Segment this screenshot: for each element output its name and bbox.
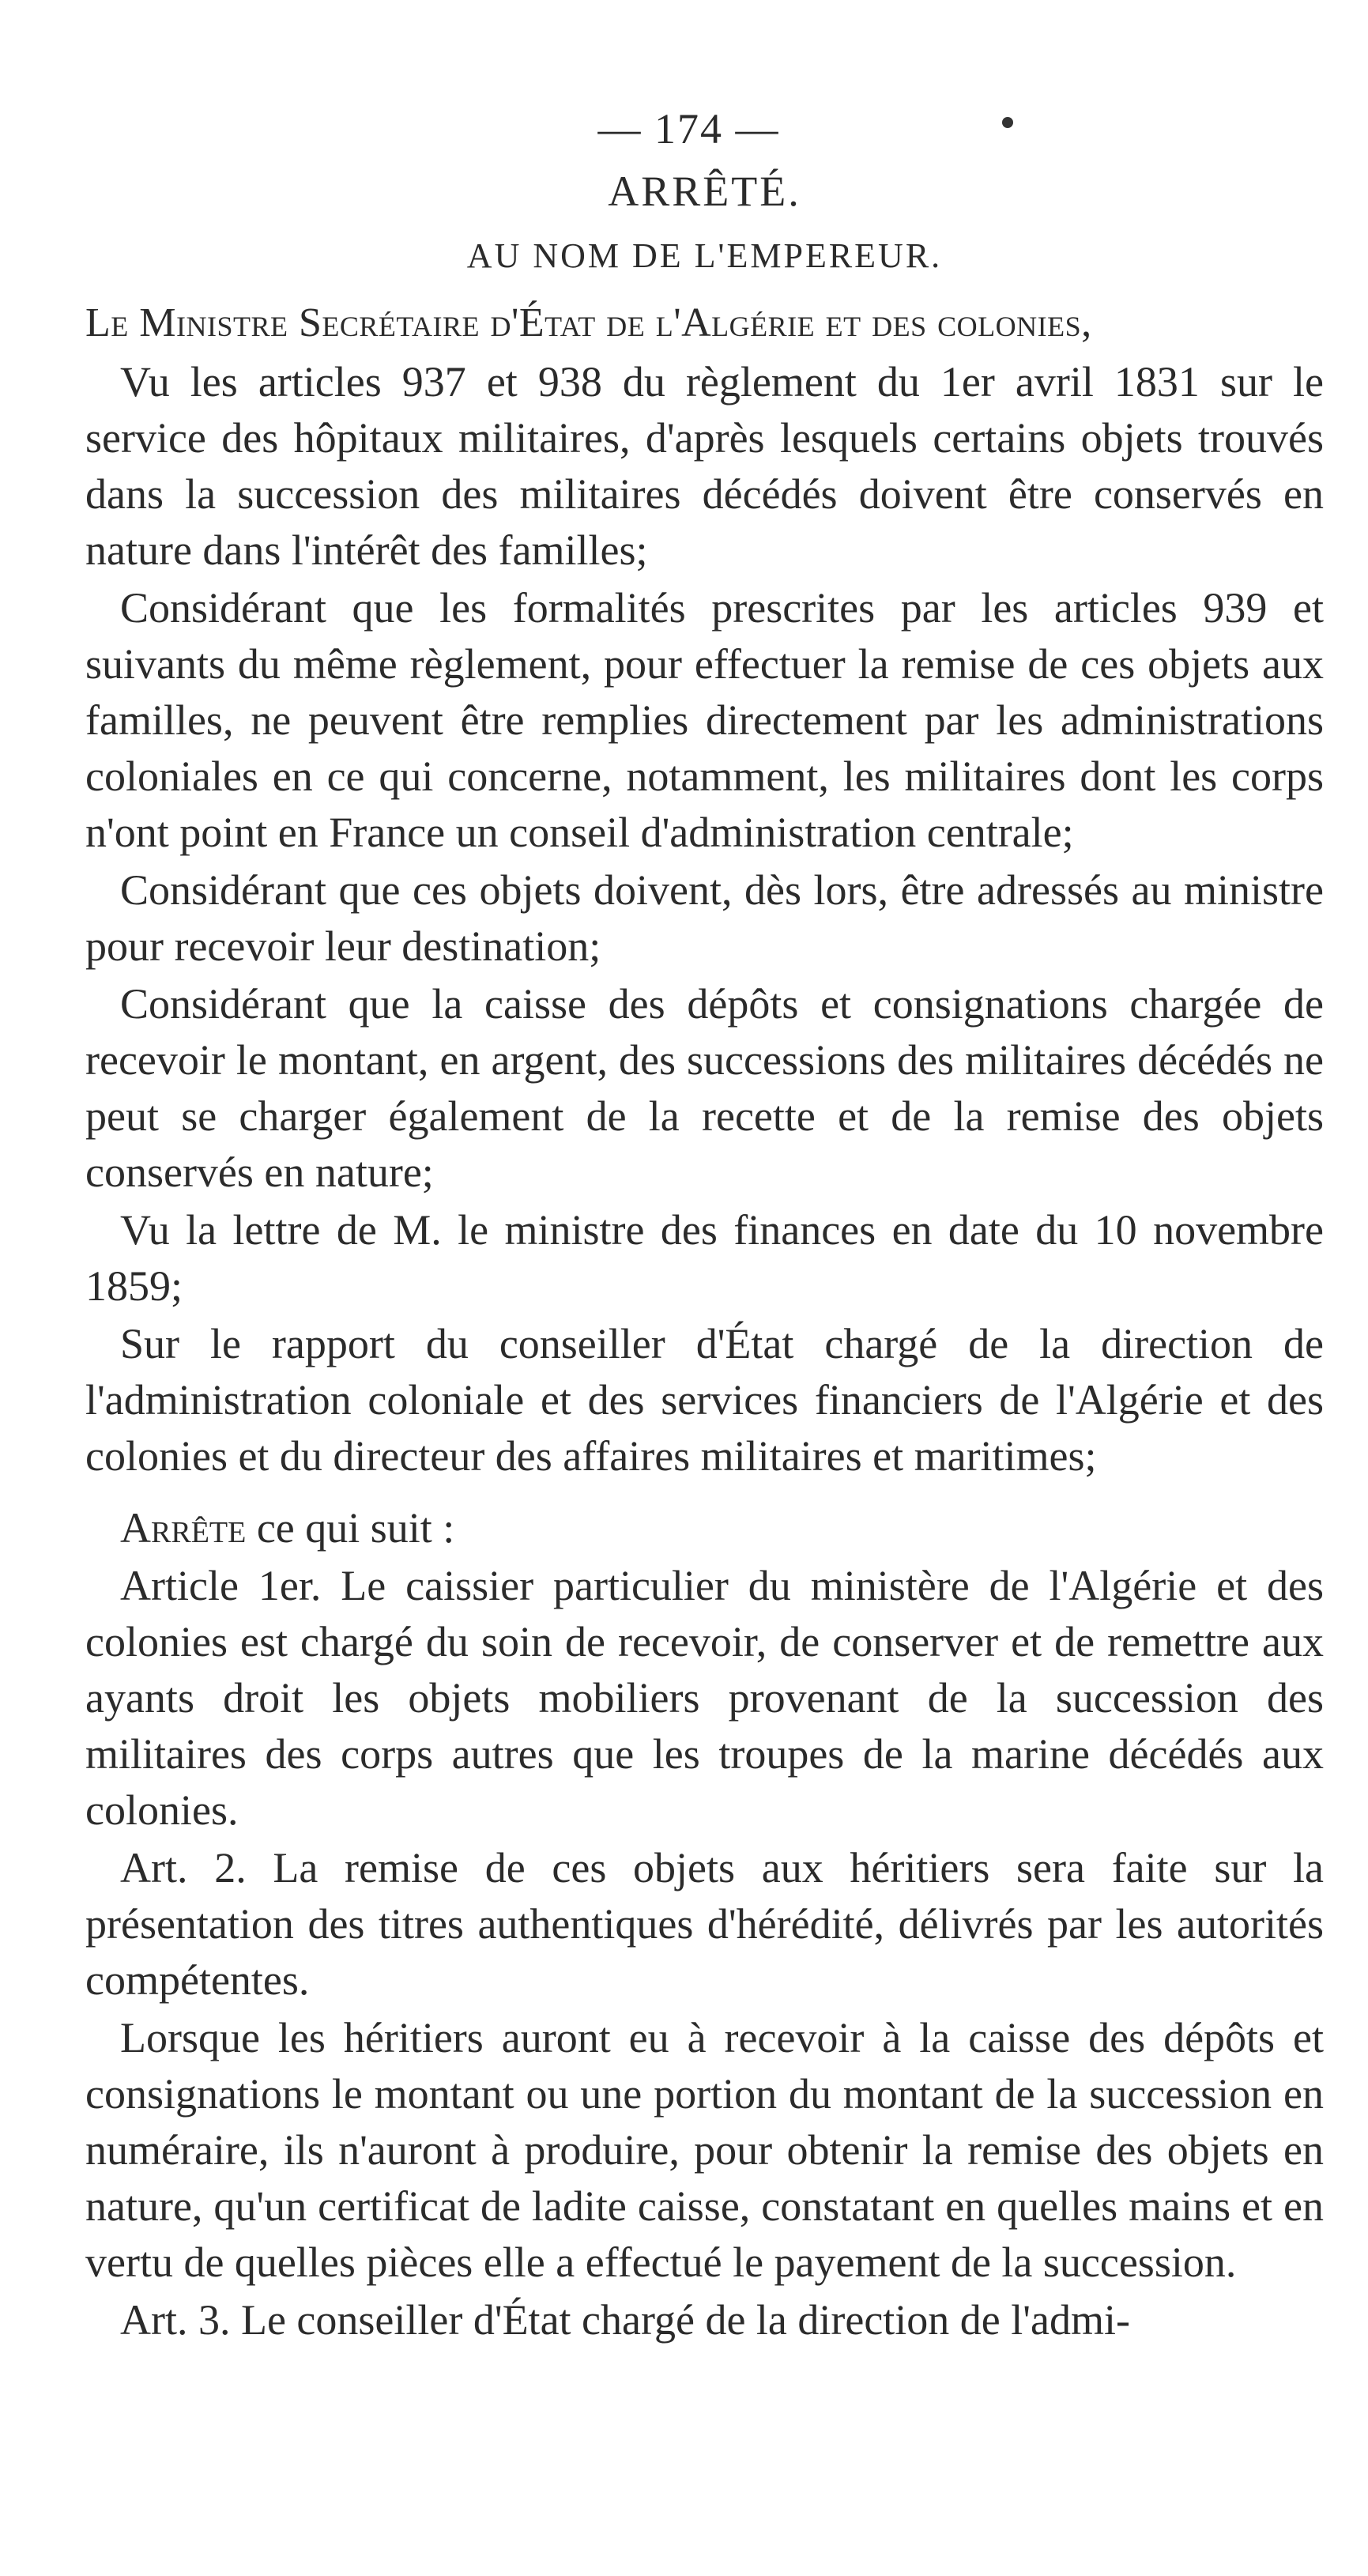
ink-dot [1002,117,1013,128]
paragraph-arrete [85,1500,1324,1556]
paragraph-considerant-objets: Considérant que ces objets doivent, dès lors, être adressés au ministre pour recevoir leur destination; [85,866,1324,970]
paragraph-article-3: Art. 3. Le conseiller d'État chargé de la direction de l'admi- [120,2296,1130,2344]
decree-title: ARRÊTÉ. [608,168,801,215]
paragraph-sur-rapport: Sur le rapport du conseiller d'État chargé de la direction de l'administration coloniale et des services financiers de l'Algérie et des colonies et du directeur des affaires militaires et maritimes; [85,1320,1324,1480]
arrete-rest: ce qui suit : [246,1504,455,1552]
paragraph-vu-lettre: Vu la lettre de M. le ministre des finances en date du 10 novembre 1859; [85,1206,1324,1310]
paragraph-heritiers: Lorsque les héritiers auront eu à recevoir à la caisse des dépôts et consignations le montant ou une portion du montant de la succession en numéraire, ils n'auront à produire, pour obtenir la remise des objets en nature, qu'un certificat de ladite caisse, constatant en quelles mains et en vertu de quelles pièces elle a effectué le payement de la succession. [85,2014,1324,2286]
paragraph-considerant-formalites: Considérant que les formalités prescrites par les articles 939 et suivants du même règlement, pour effectuer la remise de ces objets aux familles, ne peuvent être remplies directement par les administrations coloniales en ce qui concerne, notamment, les militaires dont les corps n'ont point en France un conseil d'administration centrale; [85,584,1324,856]
page-number: — 174 — [597,105,780,153]
paragraph-considerant-caisse: Considérant que la caisse des dépôts et consignations chargée de recevoir le montant, en argent, des successions des militaires décédés ne peut se charger également de la recette et de la remise des objets conservés en nature; [85,980,1324,1196]
decree-subtitle: AU NOM DE L'EMPEREUR. [466,236,943,275]
paragraph-article-2: Art. 2. La remise de ces objets aux héritiers sera faite sur la présentation des titres authentiques d'hérédité, délivrés par les autorités compétentes. [85,1844,1324,2004]
minister-heading: Le Ministre Secrétaire d'État de l'Algérie et des colonies, [85,300,1092,345]
paragraph-article-1: Article 1er. Le caissier particulier du ministère de l'Algérie et des colonies est chargé du soin de recevoir, de conserver et de remettre aux ayants droit les objets mobiliers provenant de la succession des militaires des corps autres que les troupes de la marine décédés aux colonies. [85,1562,1324,1834]
paragraph-vu-articles: Vu les articles 937 et 938 du règlement du 1er avril 1831 sur le service des hôpitaux militaires, d'après lesquels certains objets trouvés dans la succession des militaires décédés doivent être conservés en nature dans l'intérêt des familles; [85,358,1324,574]
arrete-lead: Arrête [120,1504,247,1552]
